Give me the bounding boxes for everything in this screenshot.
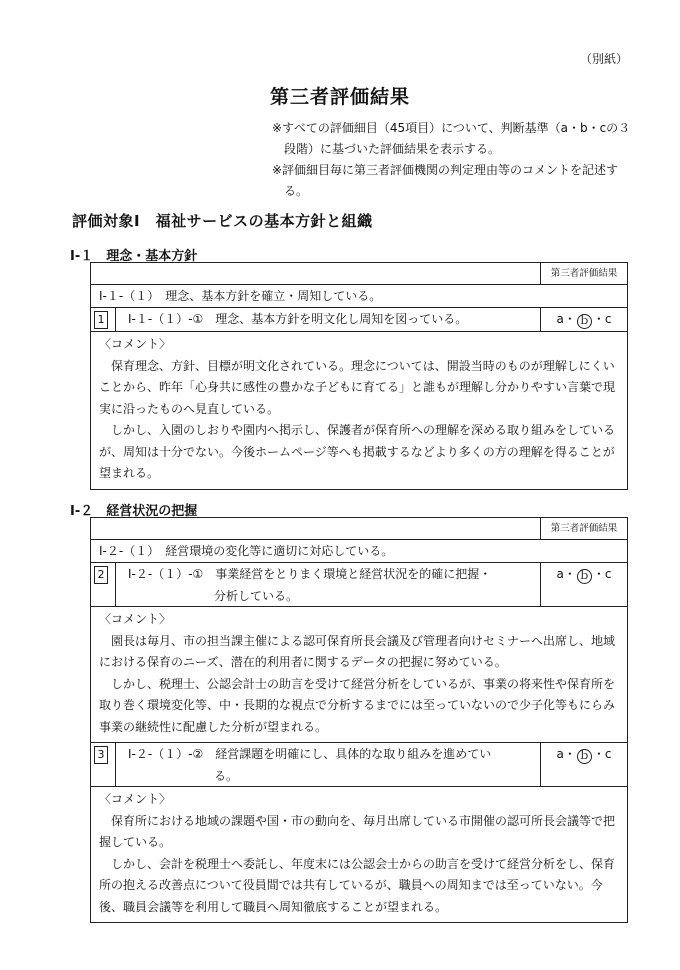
- eval-row: [91, 308, 627, 332]
- eval-row: [91, 563, 627, 607]
- page-title: 第三者評価結果: [269, 86, 410, 108]
- evaluation-table-2: [90, 517, 628, 923]
- table-header-row: [91, 518, 627, 540]
- note-1: ※すべての評価細目（45項目）について、判断基準（a・b・cの３段階）に基づいた評価結果を表示する。: [272, 121, 631, 156]
- item-number: 2: [94, 566, 108, 584]
- notes: [272, 118, 632, 202]
- selected-grade-b: ｂ: [578, 314, 590, 327]
- table-header-row: [91, 263, 627, 285]
- evaluation-table-1: [90, 262, 628, 490]
- grade-header: 第三者評価結果: [540, 263, 627, 285]
- selected-grade-b: ｂ: [578, 749, 590, 762]
- subheading-row: Ⅰ-２-（１） 経営環境の変化等に適切に対応している。: [91, 540, 627, 563]
- selected-grade-b: ｂ: [578, 569, 590, 582]
- grade-cell: a・ ｂ ・c: [540, 563, 627, 606]
- item-text: Ⅰ-１-（１）-① 理念、基本方針を明文化し周知を図っている。: [115, 308, 528, 332]
- grade-header: 第三者評価結果: [540, 518, 627, 540]
- item-number: 3: [94, 746, 108, 764]
- comment-label: 〈コメント〉: [99, 337, 172, 351]
- eval-row: [91, 743, 627, 787]
- comment-paragraph: しかし、会計を税理士へ委託し、年度末には公認会士からの助言を受けて経営分析をし、保育所の抱える改善点について役員間では共有しているが、職員への周知までは至っていない。今後、職員会議等を利用して職員へ周知徹底することが望まれる。: [99, 856, 616, 914]
- comment-block: [91, 607, 627, 743]
- comment-paragraph: 保育理念、方針、目標が明文化されている。理念については、開設当時のものが理解しにくいことから、昨年「心身共に感性の豊かな子どもに育てる」と誰もが理解し分かりやすい言葉で現実に沿ったものへ見直している。: [99, 358, 616, 416]
- attachment-label: （別紙）: [579, 52, 628, 66]
- comment-paragraph: しかし、税理士、公認会計士の助言を受けて経営分析をしているが、事業の将来性や保育所を取り巻く環境変化等、中・長期的な視点で分析するまでには至っていないので少子化等もにらみ事業の継続性に配慮した分析が望まれる。: [99, 676, 616, 734]
- comment-paragraph: 保育所における地域の課題や国・市の動向を、毎月出席している市開催の認可所長会議等で把握している。: [99, 813, 616, 849]
- section-heading-1: Ⅰ-１ 理念・基本方針: [70, 249, 198, 264]
- comment-label: 〈コメント〉: [99, 792, 172, 806]
- subheading-row: Ⅰ-１-（１） 理念、基本方針を確立・周知している。: [91, 285, 627, 308]
- comment-block: [91, 787, 627, 922]
- grade-cell: a・ ｂ ・c: [540, 308, 627, 331]
- item-text: Ⅰ-２-（１）-② 経営課題を明確にし、具体的な取り組みを進めてい る。: [115, 743, 528, 787]
- comment-paragraph: 園長は毎月、市の担当課主催による認可保育所長会議及び管理者向けセミナーへ出席し、地域における保育のニーズ、潜在的利用者に関するデータの把握に努めている。: [99, 633, 616, 669]
- comment-block: [91, 332, 627, 489]
- grade-cell: a・ ｂ ・c: [540, 743, 627, 786]
- comment-paragraph: しかし、入園のしおりや園内へ掲示し、保護者が保育所への理解を深める取り組みをしているが、周知は十分でない。今後ホームページ等へも掲載するなどより多くの方の理解を得ることが望まれる。: [99, 423, 616, 480]
- section-heading-2: Ⅰ-２ 経営状況の把握: [70, 504, 198, 519]
- comment-label: 〈コメント〉: [99, 612, 172, 626]
- main-heading: 評価対象Ⅰ 福祉サービスの基本方針と組織: [72, 212, 373, 230]
- item-text: Ⅰ-２-（１）-① 事業経営をとりまく環境と経営状況を的確に把握・ 分析している。: [115, 563, 528, 607]
- note-2: ※評価細目毎に第三者評価機関の判定理由等のコメントを記述する。: [272, 163, 619, 198]
- item-number: 1: [94, 311, 108, 329]
